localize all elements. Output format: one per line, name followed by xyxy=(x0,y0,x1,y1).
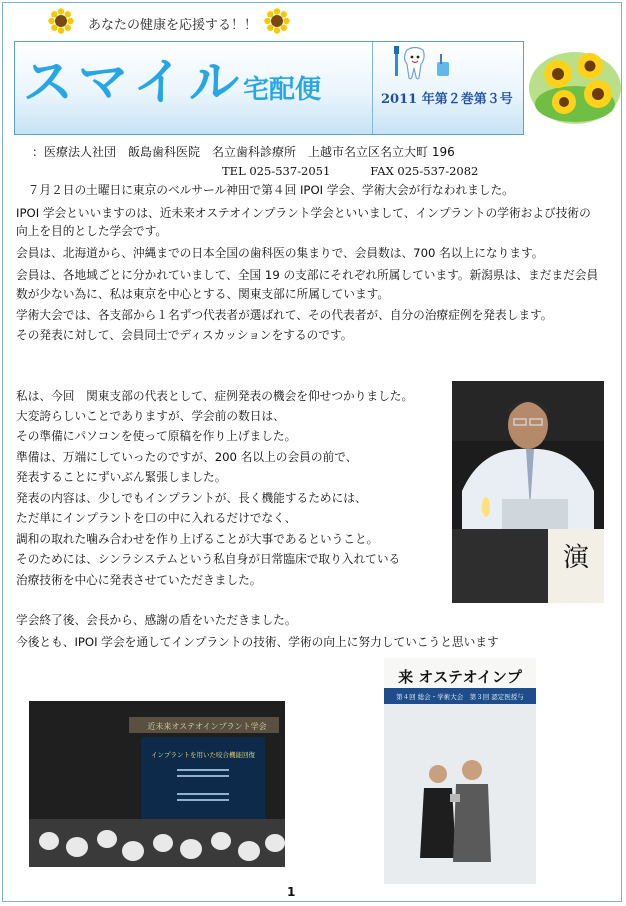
clinic-address: ：医療法人社団 飯島歯科医院 名立歯科診療所 上越市名立区名立大町 196 xyxy=(32,145,455,159)
page-number: 1 xyxy=(287,885,296,899)
screen-title: インプラントを用いた咬合機能回復 xyxy=(151,751,255,759)
text-line: そのためには、シンラシステムという私自身が日常臨床で取り入れている xyxy=(16,552,401,566)
podium-sign: 演 xyxy=(562,543,590,573)
text-line: 学術大会では、各支部から１名ずつ代表者が選ばれて、その代表者が、自分の治療症例を発表します。 xyxy=(16,308,553,322)
tooth-mascot-icon xyxy=(393,46,455,82)
text-line: その準備にパソコンを使って原稿を作り上げました。 xyxy=(16,429,297,443)
tagline: あなたの健康を応援する！！ xyxy=(88,18,258,33)
presenter-photo xyxy=(452,381,604,603)
text-line: 治療技術を中心に発表させていただきました。 xyxy=(16,573,262,587)
clinic-contact xyxy=(222,164,518,178)
text-line: 発表することにずいぶん緊張しました。 xyxy=(16,470,227,484)
lecture-hall-photo xyxy=(29,701,285,867)
text-line: 準備は、万端にしていったのですが、200 名以上の会員の前で、 xyxy=(16,450,358,464)
banner-divider xyxy=(372,42,373,134)
text-line: ７月２日の土曜日に東京のベルサール神田で第４回 IPOI 学会、学術大会が行なわれました。 xyxy=(16,183,514,197)
text-line: 調和の取れた噛み合わせを作り上げることが大事であるということ。 xyxy=(16,532,379,546)
sunflower-icon xyxy=(264,8,290,34)
text-line: 学会終了後、会長から、感謝の盾をいただきました。 xyxy=(16,613,297,627)
ceremony-subbanner: 第４回 総会・学術大会 第３回 認定医授与 xyxy=(396,693,524,701)
ceremony-banner: 来 オステオインプ xyxy=(398,668,522,686)
title-banner xyxy=(14,41,524,135)
award-photo xyxy=(384,658,536,884)
text-line: その発表に対して、会員同士でディスカッションをするのです。 xyxy=(16,328,353,342)
tel-number: TEL 025-537-2051 xyxy=(222,164,331,178)
text-line: 会員は、各地域ごとに分かれていまして、全国 19 の支部にそれぞれ所属しています。新潟県は、まだまだ会員 xyxy=(16,268,599,282)
hall-banner-text: 近未来オステオインプラント学会 xyxy=(147,722,267,731)
newsletter-title-sub: 宅配便 xyxy=(243,75,322,105)
issue-label: 2011 年第２巻第３号 xyxy=(381,92,513,107)
text-line: 今後とも、IPOI 学会を通してインプラントの技術、学術の向上に努力していこうと思います xyxy=(16,635,499,649)
sunflower-bouquet-icon xyxy=(528,44,622,126)
newsletter-title: スマイル xyxy=(23,53,245,111)
text-line: 向上を目的とした学会です。 xyxy=(16,224,168,238)
text-line: ただ単にインプラントを口の中に入れるだけでなく、 xyxy=(16,511,297,525)
fax-number: FAX 025-537-2082 xyxy=(370,164,479,178)
text-line: IPOI 学会といいますのは、近未来オステオインプラント学会といいまして、インプラントの学術および技術の xyxy=(16,206,591,220)
text-line: 発表の内容は、少しでもインプラントが、長く機能するためには、 xyxy=(16,491,367,505)
sunflower-icon xyxy=(48,8,74,34)
text-line: 大変誇らしいことでありますが、学会前の数日は、 xyxy=(16,409,285,423)
text-line: 私は、今回 関東支部の代表として、症例発表の機会を仰せつかりました。 xyxy=(16,389,414,403)
text-line: 会員は、北海道から、沖縄までの日本全国の歯科医の集まりで、会員数は、700 名以上になります。 xyxy=(16,246,544,260)
text-line: 数が少ない為に、私は東京を中心とする、関東支部に所属しています。 xyxy=(16,287,390,301)
